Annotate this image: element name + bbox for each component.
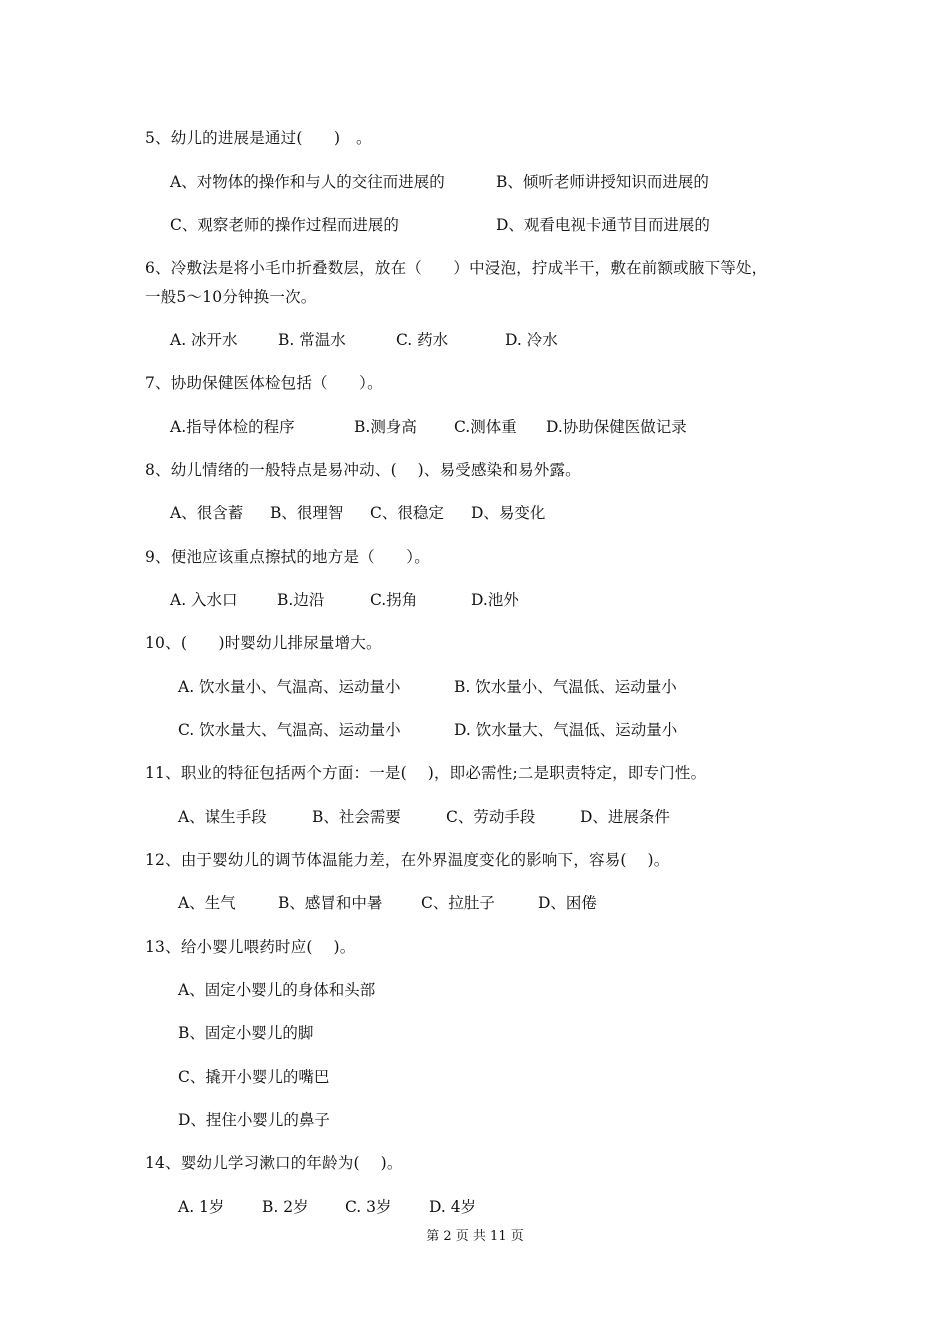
question-6-option-a: A. 冰开水 [170,331,238,349]
question-10-option-c: C. 饮水量大、气温高、运动量小 [178,721,401,739]
question-8-stem: 8、幼儿情绪的一般特点是易冲动、( )、易受感染和易外露。 [145,461,581,479]
question-8-option-d: D、易变化 [471,504,546,522]
question-14-stem: 14、婴幼儿学习漱口的年龄为( )。 [145,1154,403,1172]
question-13-option-a: A、固定小婴儿的身体和头部 [178,981,376,999]
question-9-option-d: D.池外 [471,591,519,609]
question-14-option-d: D. 4岁 [429,1198,477,1216]
question-5-option-c: C、观察老师的操作过程而进展的 [170,216,399,234]
question-7-option-d: D.协助保健医做记录 [546,418,687,436]
question-9-option-c: C.拐角 [370,591,418,609]
question-7-stem: 7、协助保健医体检包括（ ）。 [145,374,383,392]
question-14-option-a: A. 1岁 [178,1198,225,1216]
question-6-stem-line-2: 一般5～10分钟换一次。 [145,288,317,306]
question-9-option-a: A. 入水口 [170,591,238,609]
question-11-option-c: C、劳动手段 [446,808,536,826]
question-11-option-b: B、社会需要 [312,808,401,826]
question-7-option-c: C.测体重 [454,418,517,436]
question-7-option-b: B.测身高 [354,418,417,436]
question-5-option-d: D、观看电视卡通节目而进展的 [496,216,710,234]
question-8-option-b: B、很理智 [270,504,344,522]
question-6-option-b: B. 常温水 [278,331,346,349]
question-10-option-d: D. 饮水量大、气温低、运动量小 [454,721,678,739]
question-8-option-a: A、很含蓄 [170,504,244,522]
question-11-option-a: A、谋生手段 [178,808,267,826]
question-10-option-b: B. 饮水量小、气温低、运动量小 [454,678,677,696]
question-8-option-c: C、很稳定 [370,504,444,522]
question-14-option-c: C. 3岁 [345,1198,392,1216]
question-13-option-d: D、捏住小婴儿的鼻子 [178,1111,330,1129]
question-5-option-a: A、对物体的操作和与人的交往而进展的 [170,173,445,191]
question-5-stem: 5、幼儿的进展是通过( ) 。 [145,129,372,147]
question-5-option-b: B、倾听老师讲授知识而进展的 [496,173,709,191]
question-6-option-c: C. 药水 [396,331,449,349]
question-14-option-b: B. 2岁 [262,1198,309,1216]
question-9-stem: 9、便池应该重点擦拭的地方是（ ）。 [145,548,430,566]
question-12-option-b: B、感冒和中暑 [278,894,383,912]
question-12-stem: 12、由于婴幼儿的调节体温能力差，在外界温度变化的影响下，容易( )。 [145,851,670,869]
question-11-option-d: D、进展条件 [580,808,670,826]
question-13-stem: 13、给小婴儿喂药时应( )。 [145,938,356,956]
question-6-stem-line-1: 6、冷敷法是将小毛巾折叠数层，放在（ ）中浸泡，拧成半干，敷在前额或腋下等处， [145,259,768,277]
question-11-stem: 11、职业的特征包括两个方面：一是( )，即必需性;二是职责特定，即专门性。 [145,764,707,782]
question-12-option-c: C、拉肚子 [421,894,495,912]
question-6-option-d: D. 冷水 [505,331,558,349]
question-12-option-d: D、困倦 [538,894,597,912]
page-number-footer: 第 2 页 共 11 页 [426,1229,524,1244]
question-7-option-a: A.指导体检的程序 [170,418,295,436]
question-9-option-b: B.边沿 [277,591,325,609]
question-13-option-c: C、撬开小婴儿的嘴巴 [178,1068,330,1086]
question-10-option-a: A. 饮水量小、气温高、运动量小 [178,678,401,696]
question-13-option-b: B、固定小婴儿的脚 [178,1024,314,1042]
question-12-option-a: A、生气 [178,894,236,912]
question-10-stem: 10、( )时婴幼儿排尿量增大。 [145,634,382,652]
